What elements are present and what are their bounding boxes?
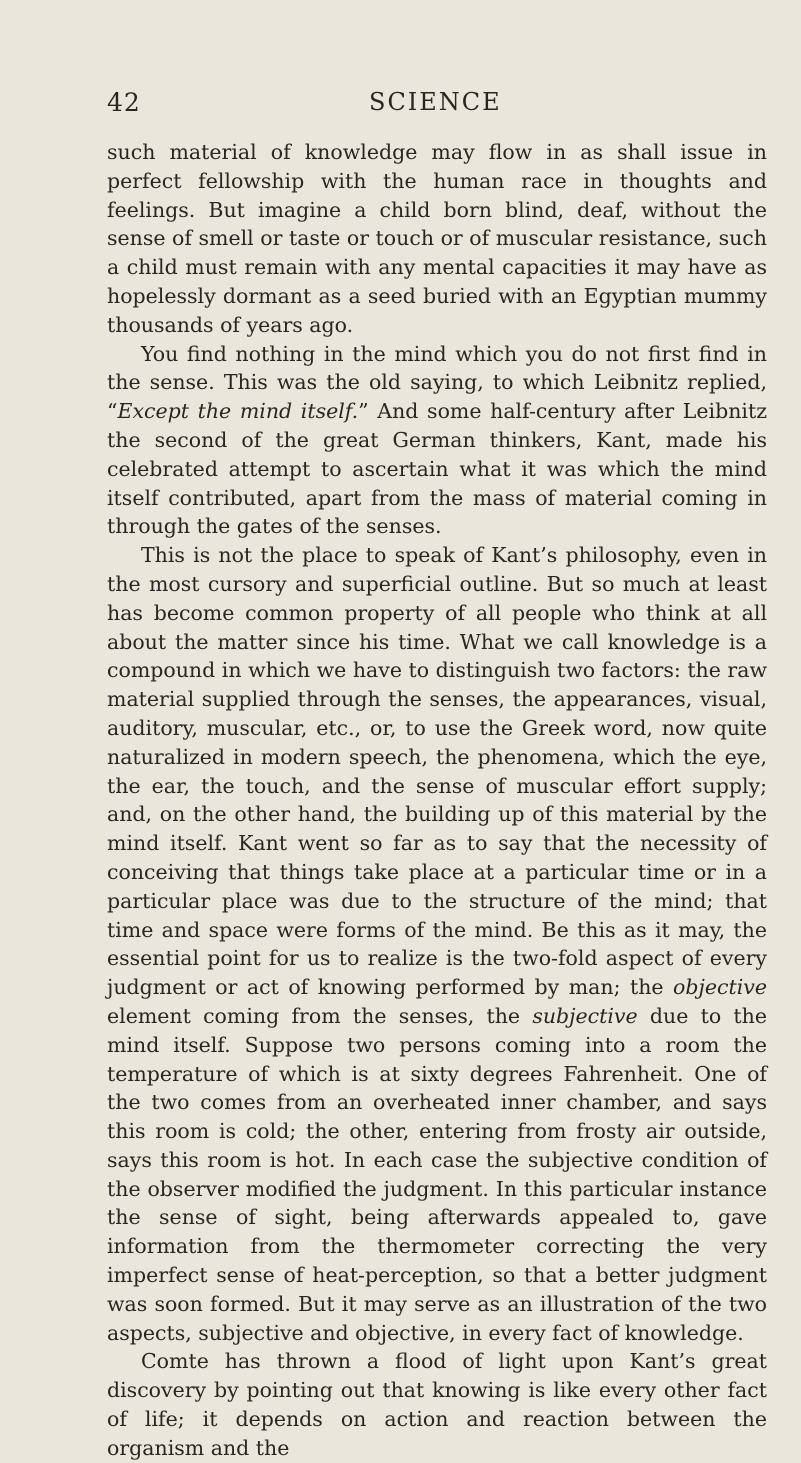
paragraph-text: Comte has thrown a flood of light upon Kant’s great discovery by pointing out that knowing is like every other fact of life; it depends on action and reaction between the organism and the xyxy=(107,1349,767,1460)
paragraph xyxy=(107,1347,767,1462)
paragraph xyxy=(107,340,767,542)
italic-term-objective: objective xyxy=(673,975,767,1000)
page-number: 42 xyxy=(107,88,141,117)
paragraph-text: such material of knowledge may flow in as shall issue in perfect fellowship with the human race in thoughts and feelings. But imagine a child born blind, deaf, without the sense of smell or taste or touch or of muscular resistance, such a child must remain with any mental capacities it may have as hopelessly dormant as a seed buried with an Egyptian mummy thousands of years ago. xyxy=(107,140,767,337)
running-title: SCIENCE xyxy=(369,88,502,116)
paragraph-text: You find nothing in the mind which you do not first find in the sense. This was the old saying, to which Leibnitz replied, “ xyxy=(107,341,767,424)
italic-quote: Except the mind itself. xyxy=(117,399,359,424)
running-head xyxy=(107,88,767,124)
paragraph xyxy=(107,541,767,1347)
paragraph-text: due to the mind itself. Suppose two persons coming into a room the temperature of which is at sixty degrees Fahrenheit. One of the two comes from an overheated inner chamber, and says this room is cold; the other, entering from frosty air outside, says this room is hot. In each case the subjective condition of the observer modified the judgment. In this particular instance the sense of sight, being afterwards appealed to, gave information from the thermometer correcting the very imperfect sense of heat-perception, so that a better judgment was soon formed. But it may serve as an illustration of the two aspects, subjective and objective, in every fact of knowledge. xyxy=(107,1003,767,1345)
paragraph xyxy=(107,138,767,340)
paragraph-text: element coming from the senses, the xyxy=(107,1003,533,1028)
paragraph-text: This is not the place to speak of Kant’s philosophy, even in the most cursory and superficial outline. But so much at least has become common property of all people who think at all about the matter since his time. What we call knowledge is a compound in which we have to distinguish two factors: the raw material supplied through the senses, the appearances, visual, auditory, muscular, etc., or, to use the Greek word, now quite naturalized in modern speech, the phenomena, which the eye, the ear, the touch, and the sense of muscular effort supply; and, on the other hand, the building up of this material by the mind itself. Kant went so far as to say that the necessity of conceiving that things take place at a particular time or in a particular place was due to the structure of the mind; that time and space were forms of the mind. Be this as it may, the essential point for us to realize is the two-fold aspect of every judgment or act of knowing performed by man; the xyxy=(107,543,767,1000)
paragraph-text: ” And some half-century after Leibnitz the second of the great German thinkers, Kant, made his celebrated attempt to ascertain what it was which the mind itself contributed, apart from the mass of material coming in through the gates of the senses. xyxy=(107,399,767,539)
body-text xyxy=(107,138,767,1463)
italic-term-subjective: subjective xyxy=(532,1003,638,1028)
